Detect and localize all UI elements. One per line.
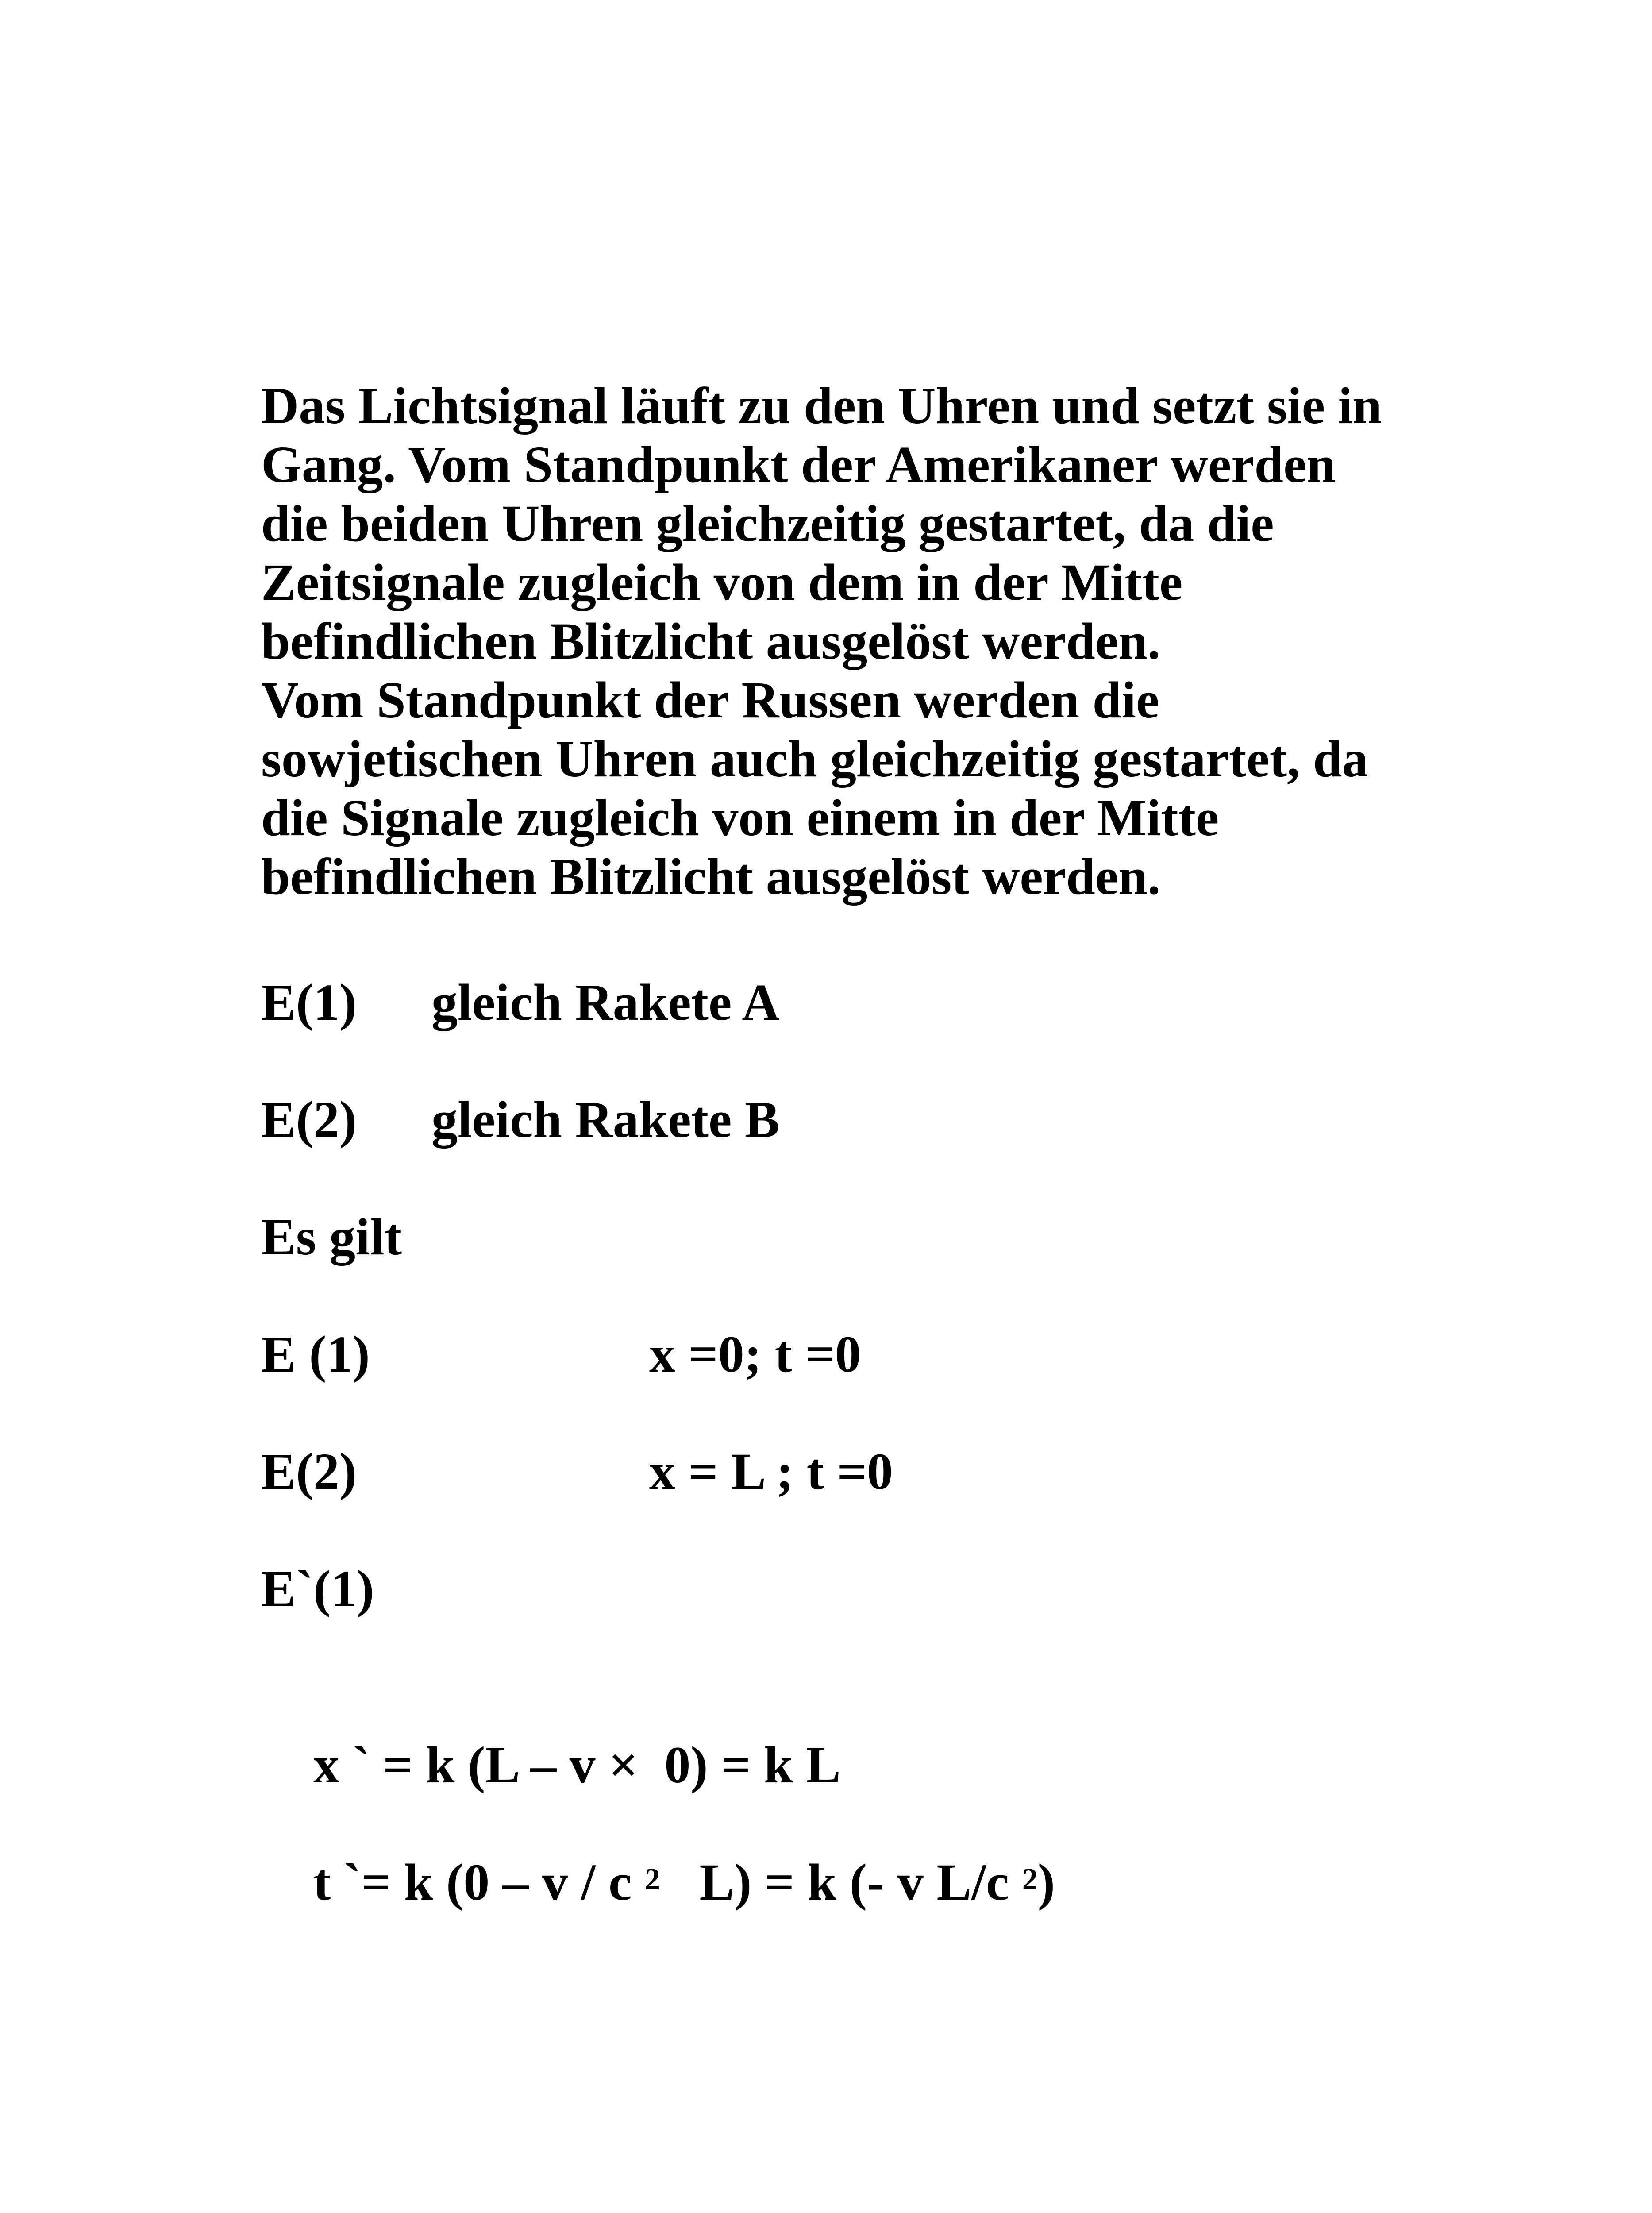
event-row-2 (261, 1090, 780, 1149)
formula-t-exponent-2: 2 (1022, 1862, 1038, 1897)
event-description: gleich Rakete A (431, 973, 780, 1031)
paragraph-line: Das Lichtsignal läuft zu den Uhren und setzt sie in (261, 377, 1382, 435)
paragraph-line: Gang. Vom Standpunkt der Amerikaner werden (261, 436, 1336, 493)
paragraph-line: Vom Standpunkt der Russen werden die (261, 671, 1159, 729)
transformed-event-label: E`(1) (261, 1560, 374, 1618)
transformed-event-label-line (261, 1559, 374, 1618)
paragraph-line: die beiden Uhren gleichzeitig gestartet, da die (261, 494, 1274, 552)
coord-row-1 (261, 1325, 861, 1384)
es-gilt-text: Es gilt (261, 1208, 402, 1266)
formula-x: x ` = k (L – v × 0) = k L (313, 1736, 841, 1794)
formula-t-line (261, 1794, 1055, 1970)
coord-value: x =0; t =0 (649, 1325, 861, 1383)
event-row-1 (261, 973, 780, 1032)
paragraph-line: sowjetischen Uhren auch gleichzeitig gestartet, da (261, 730, 1368, 788)
formula-t-exponent-1: 2 (644, 1862, 660, 1897)
event-label: E(1) (261, 973, 357, 1031)
formula-t-part1: t `= k (0 – v / c (313, 1853, 645, 1911)
paragraph-line: Zeitsignale zugleich von dem in der Mitte (261, 553, 1183, 611)
paragraph-line: befindlichen Blitzlicht ausgelöst werden. (261, 612, 1161, 670)
coord-row-2 (261, 1442, 893, 1501)
body-paragraph (261, 376, 1544, 906)
formula-t-part3: ) (1037, 1853, 1055, 1911)
coord-label: E(2) (261, 1442, 357, 1500)
coord-value: x = L ; t =0 (649, 1442, 893, 1500)
paragraph-line: befindlichen Blitzlicht ausgelöst werden. (261, 848, 1161, 906)
event-label: E(2) (261, 1091, 357, 1149)
paragraph-line: die Signale zugleich von einem in der Mitte (261, 789, 1219, 847)
formula-t-part2: L) = k (- v L/c (660, 1853, 1022, 1911)
es-gilt-line (261, 1207, 402, 1266)
coord-label: E (1) (261, 1325, 370, 1383)
event-description: gleich Rakete B (431, 1091, 780, 1149)
